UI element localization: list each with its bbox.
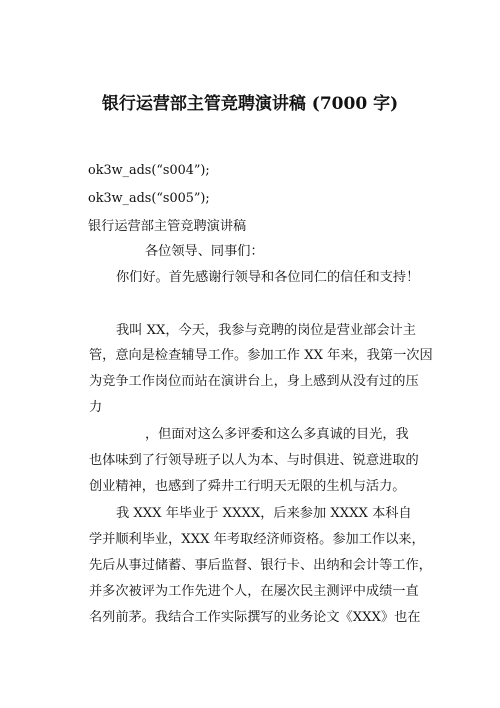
paragraph-line: 学并顺利毕业，XXX 年考取经济师资格。参加工作以来， [89, 532, 425, 547]
document-subtitle: 银行运营部主管竞聘演讲稿 [88, 219, 247, 234]
paragraph-line: ，但面对这么多评委和这么多真诚的目光，我 [145, 427, 409, 442]
ad-code-line-2: ok3w_ads(“s005”); [88, 191, 210, 206]
paragraph-line: 名列前茅。我结合工作实际撰写的业务论文《XXX》也在 [89, 610, 421, 625]
document-title: 银行运营部主管竞聘演讲稿 (7000 字) [101, 94, 399, 114]
paragraph-line: 你们好。首先感谢行领导和各位同仁的信任和支持！ [116, 270, 420, 285]
ad-code-line-1: ok3w_ads(“s004”); [88, 163, 210, 178]
salutation: 各位领导、同事们： [145, 244, 264, 259]
paragraph-line: 我叫 XX，今天，我参与竞聘的岗位是营业部会计主 [116, 323, 416, 338]
paragraph-line: 创业精神，也感到了舜井工行明天无限的生机与活力。 [89, 479, 406, 494]
paragraph-line: 先后从事过储蓄、事后监督、银行卡、出纳和会计等工作， [89, 558, 432, 573]
paragraph-line: 并多次被评为工作先进个人，在屡次民主测评中成绩一直 [89, 584, 419, 599]
paragraph-line: 我 XXX 年毕业于 XXXX，后来参加 XXXX 本科自 [116, 506, 412, 521]
paragraph-line: 管，意向是检查辅导工作。参加工作 XX 年来，我第一次因 [89, 348, 433, 363]
paragraph-line: 力 [89, 400, 103, 415]
paragraph-line: 也体味到了行领导班子以人为本、与时俱进、锐意进取的 [89, 453, 419, 468]
paragraph-line: 为竞争工作岗位而站在演讲台上，身上感到从没有过的压 [89, 374, 419, 389]
